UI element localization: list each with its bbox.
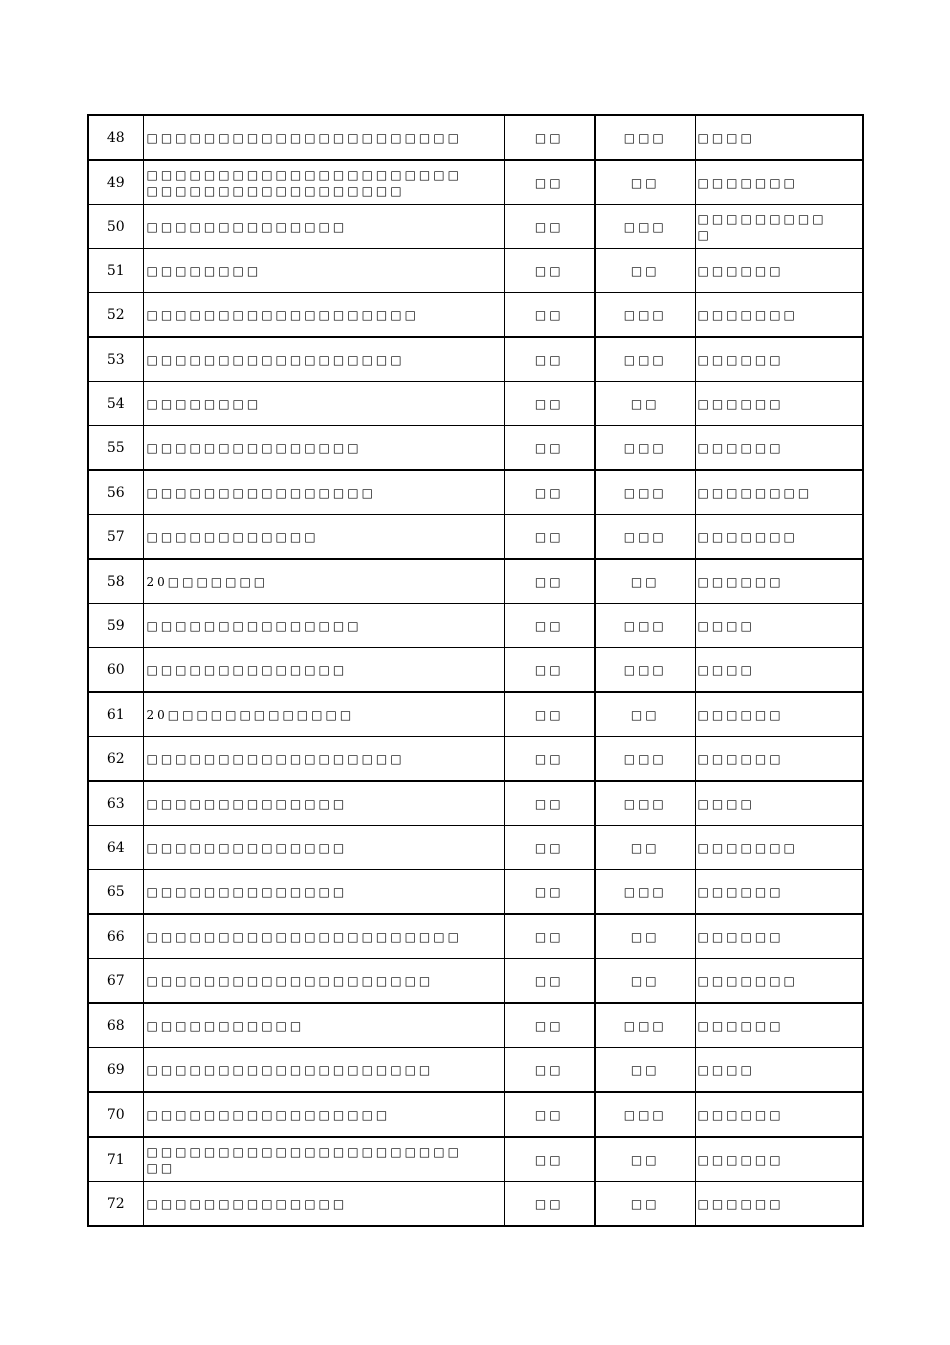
row-person: □□ bbox=[595, 1137, 695, 1182]
row-type: □□ bbox=[504, 959, 595, 1004]
row-number: 61 bbox=[88, 692, 143, 737]
table-row bbox=[88, 1137, 863, 1182]
table-row bbox=[88, 692, 863, 737]
table-row bbox=[88, 781, 863, 826]
row-person: □□□ bbox=[595, 737, 695, 782]
row-person: □□□ bbox=[595, 1092, 695, 1137]
row-organization: □□□□□□□ bbox=[695, 160, 863, 205]
row-type: □□ bbox=[504, 205, 595, 249]
row-organization: □□□□□□ bbox=[695, 426, 863, 471]
row-type: □□ bbox=[504, 293, 595, 338]
row-person: □□□ bbox=[595, 1003, 695, 1048]
row-person: □□□ bbox=[595, 604, 695, 648]
row-organization: □□□□□□□□ bbox=[695, 470, 863, 515]
row-organization: □□□□□□ bbox=[695, 914, 863, 959]
table-row bbox=[88, 604, 863, 648]
table-row bbox=[88, 249, 863, 293]
row-title: 20□□□□□□□ bbox=[143, 559, 504, 604]
record-table bbox=[87, 114, 864, 1227]
row-person: □□ bbox=[595, 249, 695, 293]
row-title: □□□□□□□□□□□□□□□□□□□□□□ □□□□□□□□□□□□□□□□□□ bbox=[143, 160, 504, 205]
row-person: □□□ bbox=[595, 205, 695, 249]
row-organization: □□□□ bbox=[695, 781, 863, 826]
row-organization: □□□□□□ bbox=[695, 870, 863, 915]
row-person: □□ bbox=[595, 692, 695, 737]
row-type: □□ bbox=[504, 470, 595, 515]
row-type: □□ bbox=[504, 249, 595, 293]
row-person: □□ bbox=[595, 559, 695, 604]
row-title: □□□□□□□□□□□□□□□□□□□□ bbox=[143, 1048, 504, 1093]
table-row bbox=[88, 205, 863, 249]
row-organization: □□□□□□□ bbox=[695, 293, 863, 338]
row-number: 70 bbox=[88, 1092, 143, 1137]
row-type: □□ bbox=[504, 1048, 595, 1093]
row-number: 63 bbox=[88, 781, 143, 826]
row-type: □□ bbox=[504, 737, 595, 782]
row-organization: □□□□□□ bbox=[695, 692, 863, 737]
row-person: □□ bbox=[595, 382, 695, 426]
row-organization: □□□□□□ bbox=[695, 559, 863, 604]
row-number: 56 bbox=[88, 470, 143, 515]
row-organization: □□□□□□□ bbox=[695, 826, 863, 870]
row-number: 72 bbox=[88, 1182, 143, 1227]
row-title: □□□□□□□□ bbox=[143, 382, 504, 426]
row-number: 64 bbox=[88, 826, 143, 870]
row-number: 69 bbox=[88, 1048, 143, 1093]
row-person: □□ bbox=[595, 914, 695, 959]
row-person: □□□ bbox=[595, 337, 695, 382]
row-organization: □□□□ bbox=[695, 115, 863, 160]
row-organization: □□□□□□ bbox=[695, 1092, 863, 1137]
row-type: □□ bbox=[504, 559, 595, 604]
row-type: □□ bbox=[504, 337, 595, 382]
row-person: □□ bbox=[595, 1182, 695, 1227]
row-number: 49 bbox=[88, 160, 143, 205]
table-row bbox=[88, 914, 863, 959]
table-row bbox=[88, 559, 863, 604]
row-title: □□□□□□□□□□□□□□□□ bbox=[143, 470, 504, 515]
row-title: □□□□□□□□□□□□□□□□□□ bbox=[143, 737, 504, 782]
row-number: 58 bbox=[88, 559, 143, 604]
table-row bbox=[88, 1182, 863, 1227]
row-type: □□ bbox=[504, 826, 595, 870]
row-number: 52 bbox=[88, 293, 143, 338]
table-row bbox=[88, 115, 863, 160]
row-title: □□□□□□□□□□□□□□ bbox=[143, 781, 504, 826]
row-person: □□□ bbox=[595, 870, 695, 915]
table-row bbox=[88, 737, 863, 782]
row-title: □□□□□□□□□□□□□□□□□□□ bbox=[143, 293, 504, 338]
row-organization: □□□□□□ bbox=[695, 382, 863, 426]
row-number: 66 bbox=[88, 914, 143, 959]
table-row bbox=[88, 160, 863, 205]
row-type: □□ bbox=[504, 382, 595, 426]
row-person: □□□ bbox=[595, 293, 695, 338]
row-number: 50 bbox=[88, 205, 143, 249]
row-number: 59 bbox=[88, 604, 143, 648]
row-title: □□□□□□□□□□□□□□□□□□ bbox=[143, 337, 504, 382]
row-title: □□□□□□□□□□□□□□ bbox=[143, 1182, 504, 1227]
row-organization: □□□□ bbox=[695, 1048, 863, 1093]
row-person: □□□ bbox=[595, 115, 695, 160]
row-type: □□ bbox=[504, 160, 595, 205]
table-row bbox=[88, 293, 863, 338]
row-type: □□ bbox=[504, 870, 595, 915]
row-organization: □□□□□□ bbox=[695, 737, 863, 782]
row-title: □□□□□□□□□□□□ bbox=[143, 515, 504, 560]
row-organization: □□□□□□ bbox=[695, 1137, 863, 1182]
row-title: □□□□□□□□□□□□□□ bbox=[143, 648, 504, 693]
row-title: □□□□□□□□□□□□□□ bbox=[143, 870, 504, 915]
row-title: □□□□□□□□ bbox=[143, 249, 504, 293]
row-person: □□□ bbox=[595, 515, 695, 560]
row-number: 68 bbox=[88, 1003, 143, 1048]
row-organization: □□□□□□ bbox=[695, 1182, 863, 1227]
row-number: 60 bbox=[88, 648, 143, 693]
row-number: 55 bbox=[88, 426, 143, 471]
row-person: □□□ bbox=[595, 470, 695, 515]
row-organization: □□□□□□ bbox=[695, 249, 863, 293]
row-type: □□ bbox=[504, 426, 595, 471]
row-title: □□□□□□□□□□□□□□ bbox=[143, 205, 504, 249]
row-number: 62 bbox=[88, 737, 143, 782]
row-type: □□ bbox=[504, 1092, 595, 1137]
row-organization: □□□□□□□□□ □ bbox=[695, 205, 863, 249]
row-number: 51 bbox=[88, 249, 143, 293]
row-type: □□ bbox=[504, 1003, 595, 1048]
table-body bbox=[88, 115, 863, 1226]
table-row bbox=[88, 470, 863, 515]
row-type: □□ bbox=[504, 1182, 595, 1227]
row-number: 53 bbox=[88, 337, 143, 382]
row-organization: □□□□□□ bbox=[695, 1003, 863, 1048]
row-person: □□ bbox=[595, 959, 695, 1004]
table-row bbox=[88, 1048, 863, 1093]
table-row bbox=[88, 426, 863, 471]
row-type: □□ bbox=[504, 648, 595, 693]
row-title: □□□□□□□□□□□□□□□□□□□□□□ bbox=[143, 914, 504, 959]
row-organization: □□□□ bbox=[695, 604, 863, 648]
row-number: 57 bbox=[88, 515, 143, 560]
row-organization: □□□□□□□ bbox=[695, 959, 863, 1004]
row-title: □□□□□□□□□□□□□□□ bbox=[143, 604, 504, 648]
table-row bbox=[88, 870, 863, 915]
table-row bbox=[88, 337, 863, 382]
row-person: □□□ bbox=[595, 648, 695, 693]
row-title: □□□□□□□□□□□□□□□ bbox=[143, 426, 504, 471]
row-title: □□□□□□□□□□□□□□□□□□□□□□ bbox=[143, 115, 504, 160]
row-title: 20□□□□□□□□□□□□□ bbox=[143, 692, 504, 737]
table-row bbox=[88, 648, 863, 693]
row-person: □□□ bbox=[595, 426, 695, 471]
row-organization: □□□□ bbox=[695, 648, 863, 693]
row-organization: □□□□□□□ bbox=[695, 515, 863, 560]
table-row bbox=[88, 515, 863, 560]
table-row bbox=[88, 826, 863, 870]
document-table-container bbox=[87, 114, 862, 1227]
row-number: 71 bbox=[88, 1137, 143, 1182]
row-title: □□□□□□□□□□□□□□ bbox=[143, 826, 504, 870]
row-type: □□ bbox=[504, 115, 595, 160]
row-person: □□ bbox=[595, 826, 695, 870]
row-person: □□ bbox=[595, 1048, 695, 1093]
row-number: 48 bbox=[88, 115, 143, 160]
row-organization: □□□□□□ bbox=[695, 337, 863, 382]
row-title: □□□□□□□□□□□□□□□□□ bbox=[143, 1092, 504, 1137]
row-title: □□□□□□□□□□□ bbox=[143, 1003, 504, 1048]
row-number: 67 bbox=[88, 959, 143, 1004]
row-number: 65 bbox=[88, 870, 143, 915]
row-type: □□ bbox=[504, 692, 595, 737]
row-type: □□ bbox=[504, 1137, 595, 1182]
row-person: □□□ bbox=[595, 781, 695, 826]
table-row bbox=[88, 1003, 863, 1048]
row-number: 54 bbox=[88, 382, 143, 426]
row-title: □□□□□□□□□□□□□□□□□□□□□□ □□ bbox=[143, 1137, 504, 1182]
row-type: □□ bbox=[504, 515, 595, 560]
table-row bbox=[88, 1092, 863, 1137]
table-row bbox=[88, 382, 863, 426]
row-type: □□ bbox=[504, 604, 595, 648]
row-type: □□ bbox=[504, 914, 595, 959]
row-title: □□□□□□□□□□□□□□□□□□□□ bbox=[143, 959, 504, 1004]
row-type: □□ bbox=[504, 781, 595, 826]
table-row bbox=[88, 959, 863, 1004]
row-person: □□ bbox=[595, 160, 695, 205]
